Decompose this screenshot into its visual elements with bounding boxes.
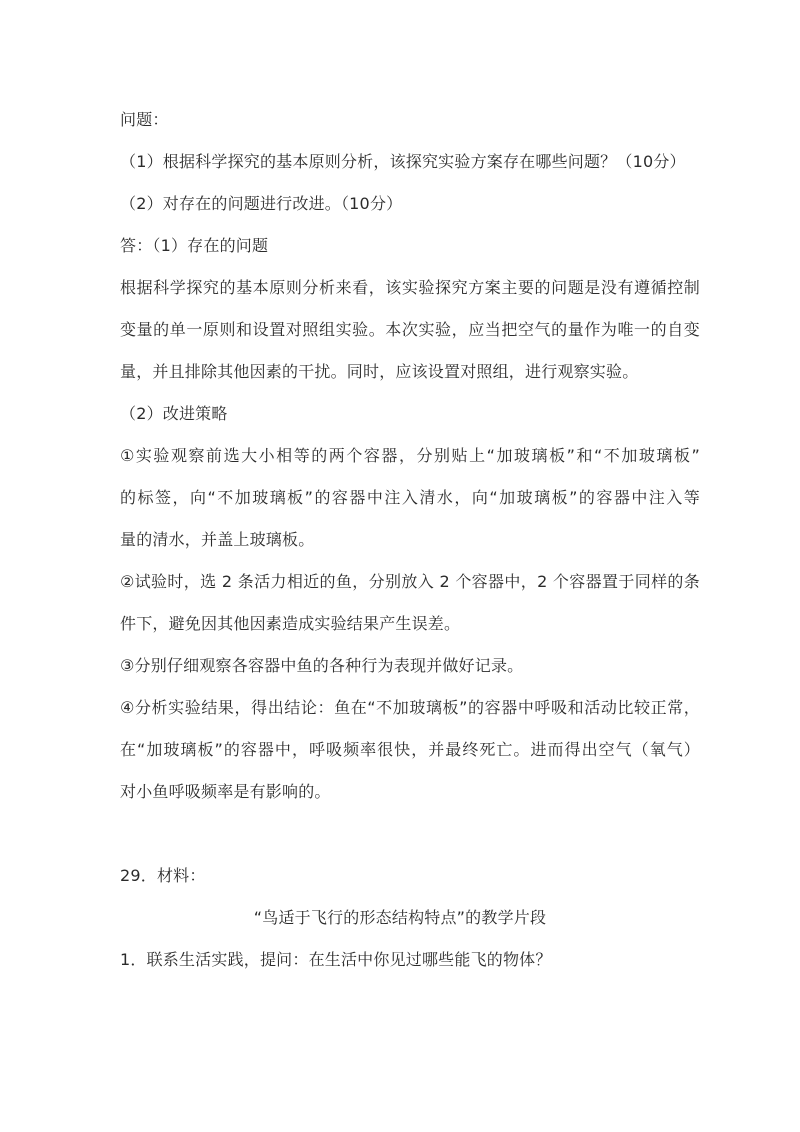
improvement-step-2: ②试验时，选 2 条活力相近的鱼，分别放入 2 个容器中，2 个容器置于同样的条 [120, 572, 700, 591]
improvement-step-4: ④分析实验结果，得出结论：鱼在“不加玻璃板”的容器中呼吸和活动比较正常， [120, 698, 700, 717]
improvement-step-1: ①实验观察前选大小相等的两个容器，分别贴上“加玻璃板”和“不加玻璃板” [120, 446, 700, 465]
answer-paragraph-line: 根据科学探究的基本原则分析来看，该实验探究方案主要的问题是没有遵循控制 [120, 278, 700, 297]
question-2: （2）对存在的问题进行改进。（10分） [120, 194, 403, 213]
teaching-step-1: 1．联系生活实践，提问：在生活中你见过哪些能飞的物体？ [120, 950, 552, 969]
improvement-step-2: 件下，避免因其他因素造成实验结果产生误差。 [120, 614, 461, 633]
improvement-step-4: 对小鱼呼吸频率是有影响的。 [120, 782, 331, 801]
improvement-step-3: ③分别仔细观察各容器中鱼的各种行为表现并做好记录。 [120, 656, 524, 675]
improvement-heading: （2）改进策略 [120, 404, 228, 423]
question-heading: 问题： [120, 110, 169, 129]
improvement-step-1: 的标签，向“不加玻璃板”的容器中注入清水，向“加玻璃板”的容器中注入等 [120, 488, 700, 507]
question-1: （1）根据科学探究的基本原则分析，该探究实验方案存在哪些问题？（10分） [120, 152, 686, 171]
improvement-step-1: 量的清水，并盖上玻璃板。 [120, 530, 315, 549]
answer-heading: 答：（1）存在的问题 [120, 236, 269, 255]
answer-paragraph-line: 量，并且排除其他因素的干扰。同时，应该设置对照组，进行观察实验。 [120, 362, 639, 381]
teaching-segment-title: “鸟适于飞行的形态结构特点”的教学片段 [253, 908, 547, 927]
material-heading: 29．材料： [120, 866, 206, 885]
answer-paragraph-line: 变量的单一原则和设置对照组实验。本次实验，应当把空气的量作为唯一的自变 [120, 320, 700, 339]
improvement-step-4: 在“加玻璃板”的容器中，呼吸频率很快，并最终死亡。进而得出空气（氧气） [120, 740, 700, 759]
